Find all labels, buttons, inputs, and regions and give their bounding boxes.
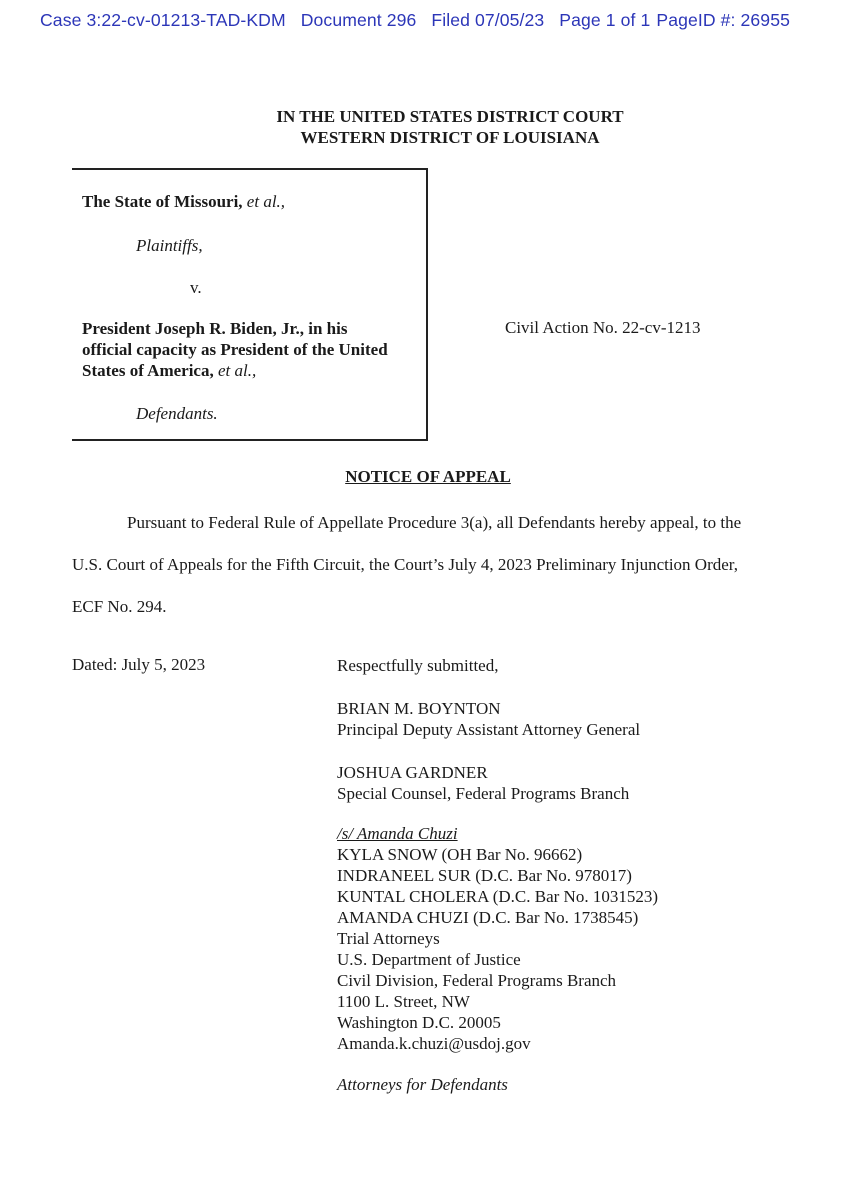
filed-date: Filed 07/05/23 (431, 10, 545, 30)
ecf-header (40, 10, 805, 31)
attorney-line: AMANDA CHUZI (D.C. Bar No. 1738545) (337, 908, 639, 927)
plaintiff-role: Plaintiffs, (136, 236, 203, 255)
document-title: NOTICE OF APPEAL (345, 467, 511, 486)
signer-title-2: Special Counsel, Federal Programs Branch (337, 784, 630, 803)
body-line-1: Pursuant to Federal Rule of Appellate Procedure 3(a), all Defendants hereby appeal, to the (127, 513, 742, 532)
attorney-email: Amanda.k.chuzi@usdoj.gov (337, 1034, 531, 1053)
body-line-3: ECF No. 294. (72, 597, 167, 616)
attorney-line: 1100 L. Street, NW (337, 992, 470, 1011)
case-number: Case 3:22-cv-01213-TAD-KDM (40, 10, 286, 30)
attorney-line: U.S. Department of Justice (337, 950, 521, 969)
versus: v. (190, 278, 202, 297)
attorney-list (337, 844, 658, 1054)
attorney-line: Civil Division, Federal Programs Branch (337, 971, 617, 990)
defendant-party (82, 318, 388, 381)
plaintiff-name: The State of Missouri, (82, 192, 243, 211)
defendant-role: Defendants. (136, 404, 218, 423)
defendant-line-1: President Joseph R. Biden, Jr., in his (82, 319, 348, 338)
plaintiff-etal: et al., (246, 192, 286, 211)
court-name: IN THE UNITED STATES DISTRICT COURT (276, 107, 624, 126)
dated: Dated: July 5, 2023 (72, 655, 206, 674)
page-count: Page 1 of 1 (559, 10, 651, 30)
signer-title-1: Principal Deputy Assistant Attorney General (337, 720, 641, 739)
attorney-line: KYLA SNOW (OH Bar No. 96662) (337, 845, 583, 864)
attorneys-role: Attorneys for Defendants (337, 1075, 508, 1094)
court-district: WESTERN DISTRICT OF LOUISIANA (300, 128, 600, 147)
body-line-2: U.S. Court of Appeals for the Fifth Circuit, the Court’s July 4, 2023 Preliminary Injunction Order, (72, 555, 739, 574)
defendant-line-3: States of America, (82, 361, 214, 380)
signature-text: /s/ Amanda Chuzi (337, 824, 458, 843)
defendant-etal: et al., (217, 361, 257, 380)
signer-name-1: BRIAN M. BOYNTON (337, 699, 501, 718)
defendant-line-2: official capacity as President of the United (82, 340, 388, 359)
signer-name-2: JOSHUA GARDNER (337, 763, 488, 782)
page-id: PageID #: 26955 (656, 10, 790, 30)
civil-action-number: Civil Action No. 22-cv-1213 (505, 318, 701, 337)
attorney-line: INDRANEEL SUR (D.C. Bar No. 978017) (337, 866, 632, 885)
closing: Respectfully submitted, (337, 656, 499, 675)
document-number: Document 296 (300, 10, 417, 30)
attorney-line: Washington D.C. 20005 (337, 1013, 501, 1032)
plaintiff-party (82, 192, 285, 212)
attorney-line: KUNTAL CHOLERA (D.C. Bar No. 1031523) (337, 887, 658, 906)
signature-line (337, 823, 470, 844)
attorney-line: Trial Attorneys (337, 929, 440, 948)
